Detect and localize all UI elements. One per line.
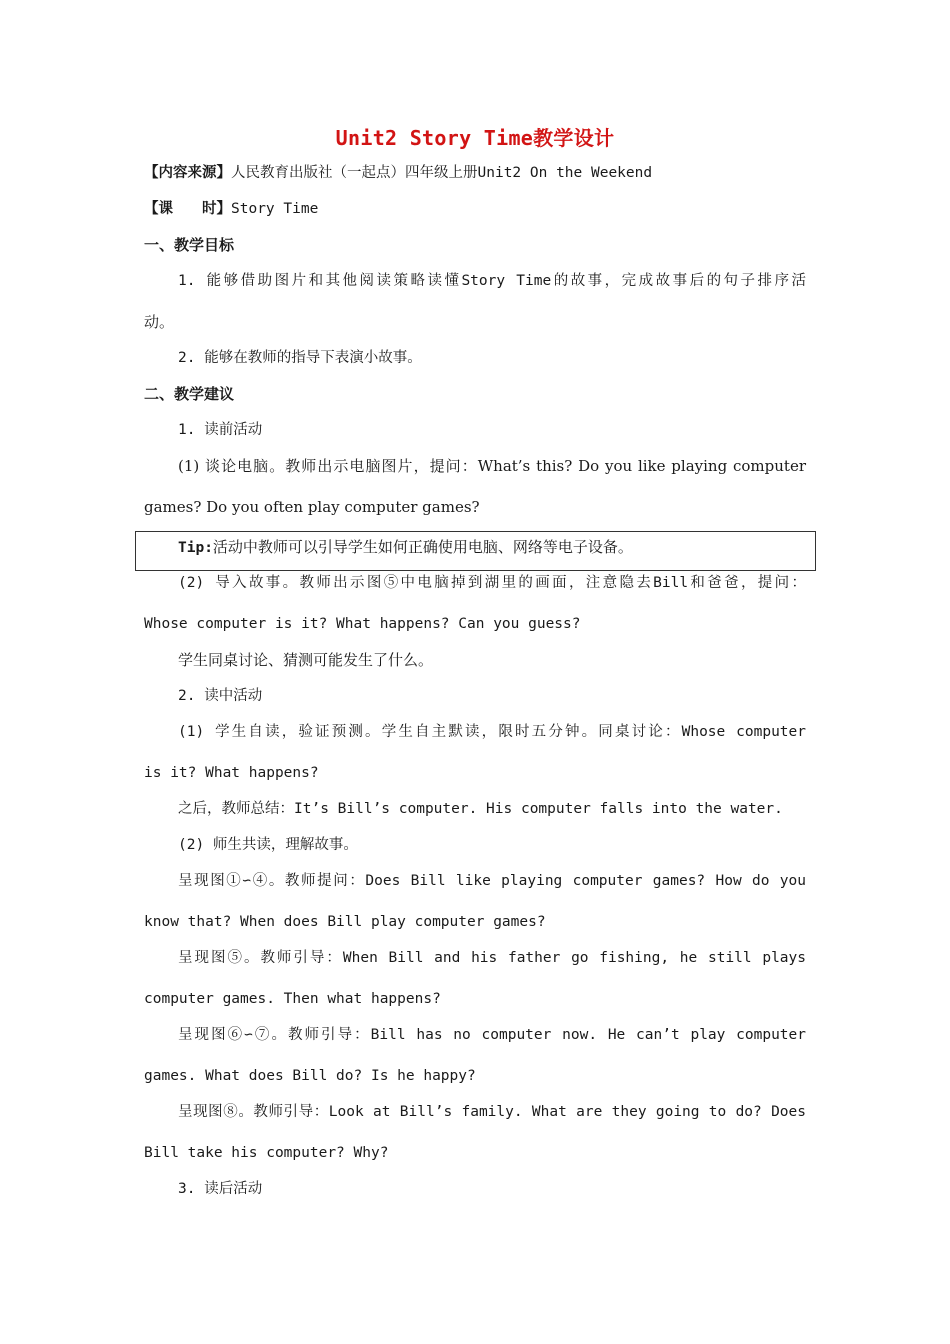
paragraph-9-line-b: games. What does Bill do? Is he happy? <box>144 1068 476 1084</box>
paragraph-2-line-b: Whose computer is it? What happens? Can you guess? <box>144 616 581 632</box>
paragraph-2-line-a: (2) 导入故事。教师出示图⑤中电脑掉到湖里的画面，注意隐去Bill和爸爸，提问： <box>178 575 806 591</box>
tip-content <box>178 536 633 559</box>
paragraph-8-line-a: 呈现图⑤。教师引导：When Bill and his father go fishing, he still plays <box>178 950 806 966</box>
paragraph-6: (2) 师生共读，理解故事。 <box>178 837 358 853</box>
subheading-while-reading: 2. 读中活动 <box>178 688 263 704</box>
tip-box <box>135 531 816 571</box>
paragraph-4-line-b: is it? What happens? <box>144 765 319 781</box>
tip-label: Tip: <box>178 540 213 556</box>
paragraph-3: 学生同桌讨论、猜测可能发生了什么。 <box>178 651 434 669</box>
document-title: Unit2 Story Time教学设计 <box>335 126 615 150</box>
objective-1-line-b: 动。 <box>144 313 175 331</box>
section-heading-suggestions: 二、教学建议 <box>144 385 235 403</box>
class-period-text: Story Time <box>231 201 319 217</box>
section-heading-objectives: 一、教学目标 <box>144 236 235 254</box>
paragraph-1-line-b: games? Do you often play computer games? <box>144 498 480 516</box>
subheading-post-reading: 3. 读后活动 <box>178 1181 263 1197</box>
paragraph-9-line-a: 呈现图⑥∽⑦。教师引导：Bill has no computer now. He can’t play computer <box>178 1027 806 1043</box>
subheading-pre-reading: 1. 读前活动 <box>178 422 263 438</box>
paragraph-1-line-a: (1) 谈论电脑。教师出示电脑图片，提问：What’s this? Do you like playing computer <box>178 457 806 475</box>
tip-text: 活动中教师可以引导学生如何正确使用电脑、网络等电子设备。 <box>212 538 633 556</box>
paragraph-10-line-a: 呈现图⑧。教师引导：Look at Bill’s family. What are they going to do? Does <box>178 1104 806 1120</box>
class-period-line <box>144 198 806 220</box>
paragraph-8-line-b: computer games. Then what happens? <box>144 991 441 1007</box>
paragraph-5: 之后，教师总结：It’s Bill’s computer. His computer falls into the water. <box>178 801 783 817</box>
paragraph-7-line-b: know that? When does Bill play computer games? <box>144 914 546 930</box>
content-source-text: 人民教育出版社（一起点）四年级上册Unit2 On the Weekend <box>231 165 653 181</box>
content-source-line <box>144 162 806 184</box>
class-period-label: 【课 时】 <box>144 200 231 217</box>
paragraph-4-line-a: (1) 学生自读，验证预测。学生自主默读，限时五分钟。同桌讨论：Whose computer <box>178 724 806 740</box>
objective-2: 2. 能够在教师的指导下表演小故事。 <box>178 350 422 366</box>
content-source-label: 【内容来源】 <box>144 164 231 181</box>
paragraph-7-line-a: 呈现图①∽④。教师提问：Does Bill like playing computer games? How do you <box>178 873 806 889</box>
objective-1-line-a: 1. 能够借助图片和其他阅读策略读懂Story Time的故事，完成故事后的句子排序活 <box>178 273 806 289</box>
paragraph-10-line-b: Bill take his computer? Why? <box>144 1145 389 1161</box>
